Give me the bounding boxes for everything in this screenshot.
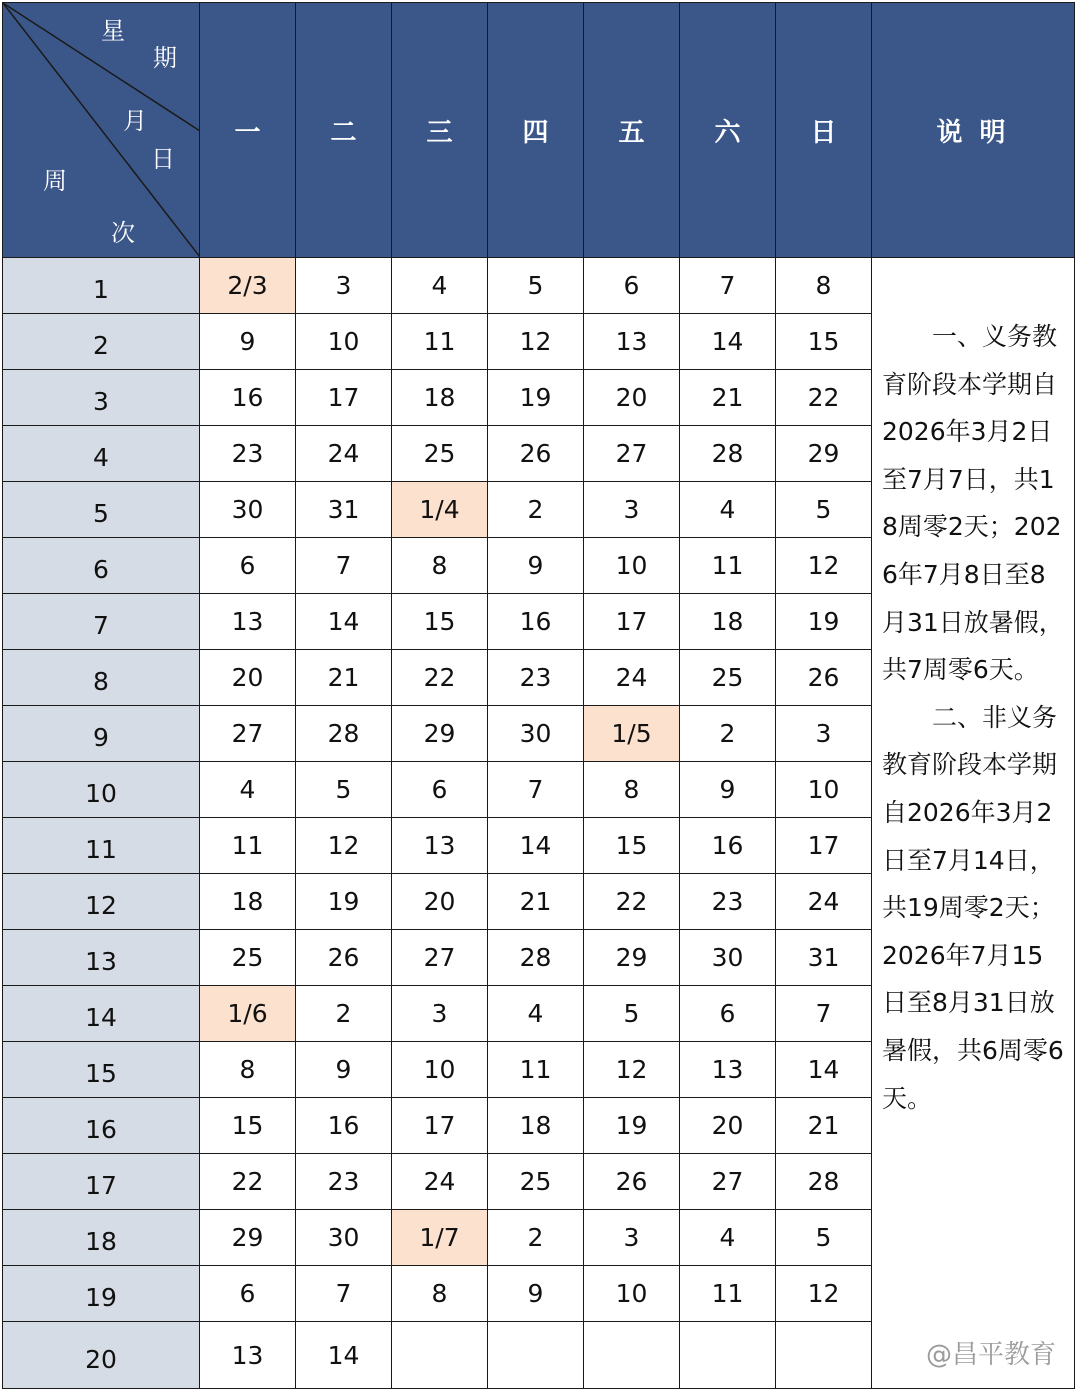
day-header-mon: 一: [200, 3, 296, 258]
date-cell: 11: [392, 314, 488, 370]
date-cell: 31: [296, 482, 392, 538]
date-cell: 1/6: [200, 986, 296, 1042]
date-cell: 3: [584, 1210, 680, 1266]
date-cell: 26: [776, 650, 872, 706]
date-cell: 22: [200, 1154, 296, 1210]
date-cell: 14: [680, 314, 776, 370]
date-cell: 10: [776, 762, 872, 818]
week-number-cell: 5: [3, 482, 200, 538]
day-header-tue: 二: [296, 3, 392, 258]
date-cell: 12: [776, 1266, 872, 1322]
date-cell: 9: [680, 762, 776, 818]
date-cell: 19: [584, 1098, 680, 1154]
date-cell: 13: [200, 594, 296, 650]
date-cell: 6: [200, 1266, 296, 1322]
note-paragraph-1: 一、义务教育阶段本学期自2026年3月2日至7月7日，共18周零2天；2026年7月8日至8月31日放暑假，共7周零6天。: [882, 322, 1064, 685]
date-cell: 11: [200, 818, 296, 874]
date-cell: 7: [776, 986, 872, 1042]
date-cell: 3: [584, 482, 680, 538]
week-number-cell: 16: [3, 1098, 200, 1154]
date-cell: 30: [680, 930, 776, 986]
week-number-cell: 6: [3, 538, 200, 594]
date-cell: 11: [680, 1266, 776, 1322]
week-number-cell: 7: [3, 594, 200, 650]
date-cell: 13: [584, 314, 680, 370]
table-row: [3, 258, 1075, 314]
date-cell: 13: [680, 1042, 776, 1098]
date-cell: 12: [296, 818, 392, 874]
corner-week-label-2: 次: [111, 219, 135, 247]
corner-month-label: 月: [123, 107, 147, 135]
date-cell: 1/5: [584, 706, 680, 762]
date-cell: [680, 1322, 776, 1389]
date-cell: 3: [296, 258, 392, 314]
date-cell: 16: [488, 594, 584, 650]
date-cell: 4: [200, 762, 296, 818]
date-cell: 24: [296, 426, 392, 482]
date-cell: 7: [680, 258, 776, 314]
date-cell: [392, 1322, 488, 1389]
date-cell: 17: [776, 818, 872, 874]
date-cell: 11: [680, 538, 776, 594]
date-cell: 5: [296, 762, 392, 818]
date-cell: 18: [392, 370, 488, 426]
date-cell: 8: [776, 258, 872, 314]
date-cell: 20: [200, 650, 296, 706]
day-header-sun: 日: [776, 3, 872, 258]
week-number-cell: 10: [3, 762, 200, 818]
date-cell: 2: [488, 1210, 584, 1266]
date-cell: 2/3: [200, 258, 296, 314]
corner-header-cell: [3, 3, 200, 258]
date-cell: 2: [296, 986, 392, 1042]
date-cell: 12: [584, 1042, 680, 1098]
calendar-table: [2, 2, 1075, 1389]
date-cell: 8: [392, 538, 488, 594]
date-cell: 21: [488, 874, 584, 930]
date-cell: 26: [296, 930, 392, 986]
date-cell: 6: [392, 762, 488, 818]
date-cell: 23: [296, 1154, 392, 1210]
date-cell: 24: [776, 874, 872, 930]
date-cell: 31: [776, 930, 872, 986]
date-cell: 25: [200, 930, 296, 986]
date-cell: 25: [392, 426, 488, 482]
date-cell: 22: [392, 650, 488, 706]
calendar-body: [3, 258, 1075, 1389]
date-cell: 29: [392, 706, 488, 762]
date-cell: 18: [680, 594, 776, 650]
date-cell: 1/7: [392, 1210, 488, 1266]
date-cell: 28: [776, 1154, 872, 1210]
week-number-cell: 14: [3, 986, 200, 1042]
week-number-cell: 8: [3, 650, 200, 706]
header-row: [3, 3, 1075, 258]
date-cell: 6: [680, 986, 776, 1042]
date-cell: 17: [296, 370, 392, 426]
date-cell: 29: [776, 426, 872, 482]
date-cell: 7: [296, 538, 392, 594]
date-cell: 3: [776, 706, 872, 762]
date-cell: 17: [584, 594, 680, 650]
date-cell: 30: [488, 706, 584, 762]
day-header-fri: 五: [584, 3, 680, 258]
date-cell: 27: [584, 426, 680, 482]
date-cell: 30: [200, 482, 296, 538]
date-cell: 7: [296, 1266, 392, 1322]
note-paragraph-2: 二、非义务教育阶段本学期自2026年3月2日至7月14日，共19周零2天；2026年7月15日至8月31日放暑假，共6周零6天。: [882, 702, 1064, 1113]
notes-cell: [872, 258, 1075, 1389]
corner-week-label-1: 周: [43, 167, 67, 195]
date-cell: 5: [776, 1210, 872, 1266]
date-cell: 5: [488, 258, 584, 314]
date-cell: 5: [584, 986, 680, 1042]
date-cell: 14: [776, 1042, 872, 1098]
date-cell: 10: [392, 1042, 488, 1098]
date-cell: 27: [200, 706, 296, 762]
date-cell: 12: [488, 314, 584, 370]
week-number-cell: 4: [3, 426, 200, 482]
date-cell: 3: [392, 986, 488, 1042]
date-cell: 14: [296, 1322, 392, 1389]
date-cell: 29: [200, 1210, 296, 1266]
date-cell: 16: [680, 818, 776, 874]
week-number-cell: 1: [3, 258, 200, 314]
date-cell: 4: [680, 482, 776, 538]
date-cell: 2: [680, 706, 776, 762]
date-cell: 6: [200, 538, 296, 594]
date-cell: 9: [488, 1266, 584, 1322]
date-cell: 16: [296, 1098, 392, 1154]
date-cell: 8: [392, 1266, 488, 1322]
date-cell: 14: [296, 594, 392, 650]
date-cell: 15: [392, 594, 488, 650]
date-cell: 4: [488, 986, 584, 1042]
date-cell: 11: [488, 1042, 584, 1098]
date-cell: 26: [488, 426, 584, 482]
date-cell: 13: [200, 1322, 296, 1389]
corner-day-label: 日: [151, 145, 175, 173]
date-cell: 20: [584, 370, 680, 426]
week-number-cell: 15: [3, 1042, 200, 1098]
date-cell: 18: [488, 1098, 584, 1154]
date-cell: 22: [584, 874, 680, 930]
date-cell: [584, 1322, 680, 1389]
week-number-cell: 3: [3, 370, 200, 426]
date-cell: 19: [296, 874, 392, 930]
date-cell: 15: [200, 1098, 296, 1154]
date-cell: 2: [488, 482, 584, 538]
week-number-cell: 11: [3, 818, 200, 874]
week-number-cell: 13: [3, 930, 200, 986]
date-cell: 25: [488, 1154, 584, 1210]
week-number-cell: 19: [3, 1266, 200, 1322]
date-cell: 10: [584, 1266, 680, 1322]
week-number-cell: 2: [3, 314, 200, 370]
date-cell: 21: [776, 1098, 872, 1154]
corner-weekday-label-2: 期: [153, 44, 177, 72]
date-cell: 15: [584, 818, 680, 874]
date-cell: 5: [776, 482, 872, 538]
week-number-cell: 9: [3, 706, 200, 762]
date-cell: 10: [296, 314, 392, 370]
date-cell: 25: [680, 650, 776, 706]
date-cell: 9: [296, 1042, 392, 1098]
watermark: @昌平教育: [925, 1340, 1056, 1370]
date-cell: [488, 1322, 584, 1389]
date-cell: 23: [200, 426, 296, 482]
date-cell: 9: [488, 538, 584, 594]
date-cell: 16: [200, 370, 296, 426]
day-header-thu: 四: [488, 3, 584, 258]
day-header-wed: 三: [392, 3, 488, 258]
date-cell: 18: [200, 874, 296, 930]
date-cell: 21: [296, 650, 392, 706]
date-cell: 1/4: [392, 482, 488, 538]
date-cell: 6: [584, 258, 680, 314]
date-cell: 13: [392, 818, 488, 874]
week-number-cell: 17: [3, 1154, 200, 1210]
date-cell: 24: [584, 650, 680, 706]
date-cell: 20: [680, 1098, 776, 1154]
date-cell: 22: [776, 370, 872, 426]
corner-weekday-label-1: 星: [101, 17, 125, 45]
week-number-cell: 18: [3, 1210, 200, 1266]
date-cell: 8: [200, 1042, 296, 1098]
date-cell: 17: [392, 1098, 488, 1154]
notes-header: 说 明: [872, 3, 1075, 258]
date-cell: 27: [392, 930, 488, 986]
date-cell: 12: [776, 538, 872, 594]
date-cell: 19: [776, 594, 872, 650]
date-cell: 14: [488, 818, 584, 874]
week-number-cell: 12: [3, 874, 200, 930]
date-cell: [776, 1322, 872, 1389]
date-cell: 4: [392, 258, 488, 314]
date-cell: 23: [488, 650, 584, 706]
day-header-sat: 六: [680, 3, 776, 258]
date-cell: 30: [296, 1210, 392, 1266]
week-number-cell: 20: [3, 1322, 200, 1389]
date-cell: 21: [680, 370, 776, 426]
date-cell: 8: [584, 762, 680, 818]
school-calendar: [2, 2, 1074, 1374]
date-cell: 24: [392, 1154, 488, 1210]
date-cell: 23: [680, 874, 776, 930]
date-cell: 15: [776, 314, 872, 370]
date-cell: 9: [200, 314, 296, 370]
date-cell: 28: [488, 930, 584, 986]
date-cell: 29: [584, 930, 680, 986]
date-cell: 20: [392, 874, 488, 930]
date-cell: 26: [584, 1154, 680, 1210]
date-cell: 28: [296, 706, 392, 762]
date-cell: 27: [680, 1154, 776, 1210]
date-cell: 4: [680, 1210, 776, 1266]
date-cell: 28: [680, 426, 776, 482]
date-cell: 19: [488, 370, 584, 426]
date-cell: 7: [488, 762, 584, 818]
date-cell: 10: [584, 538, 680, 594]
